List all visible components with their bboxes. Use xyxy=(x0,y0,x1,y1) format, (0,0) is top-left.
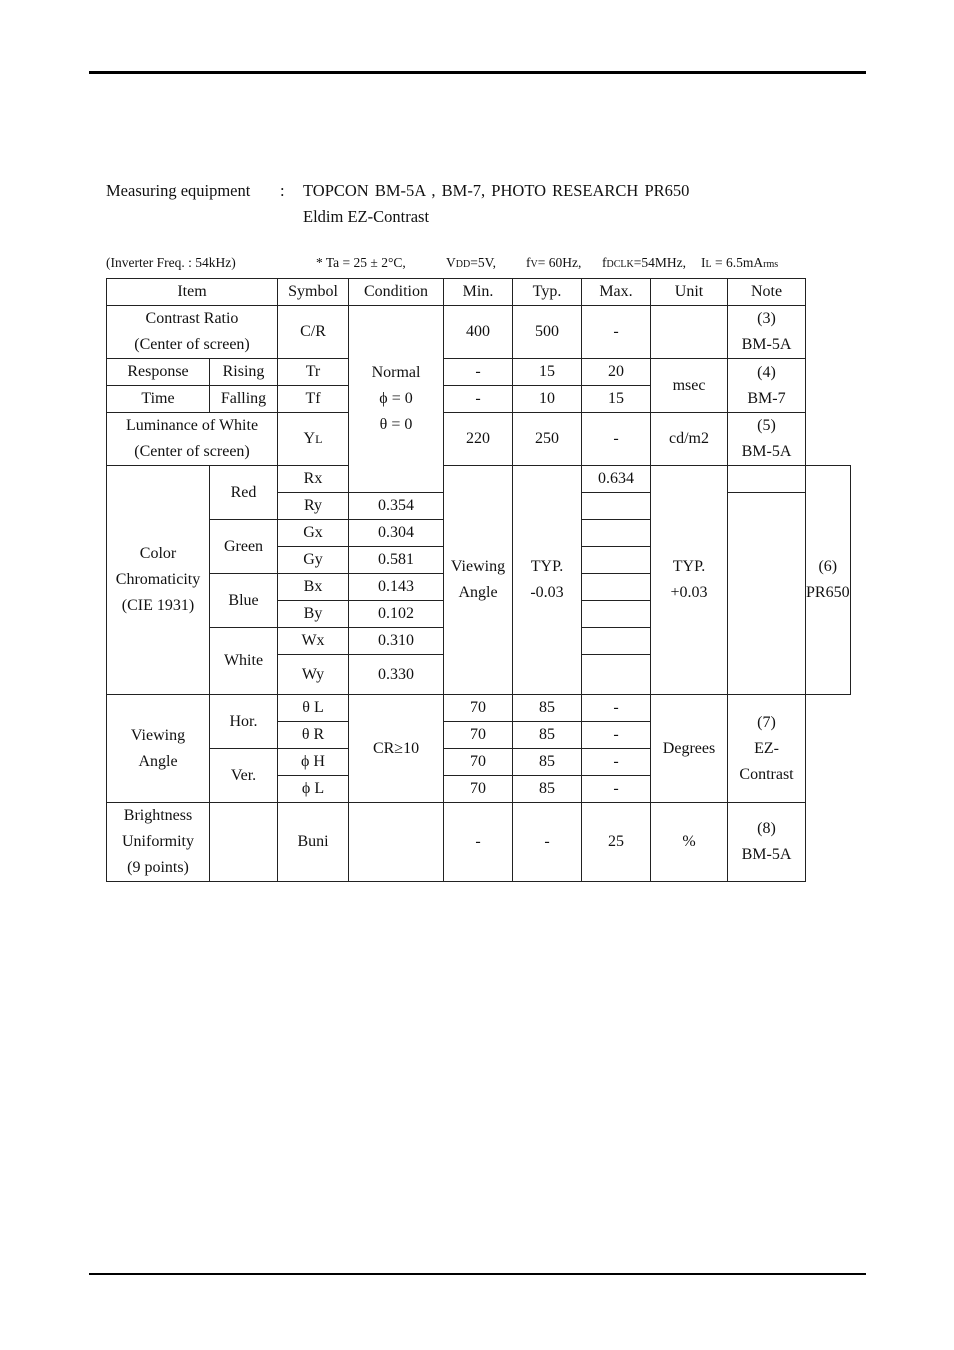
viewing-hor: Hor. xyxy=(210,695,278,749)
brightness-note-line-2: BM-5A xyxy=(741,846,792,863)
chromaticity-unit xyxy=(582,574,651,601)
contrast-min: 400 xyxy=(444,306,513,359)
chromaticity-symbol: Gy xyxy=(278,547,349,574)
chromaticity-symbol: Wx xyxy=(278,628,349,655)
viewing-symbol: θ R xyxy=(278,722,349,749)
table-row xyxy=(107,306,851,359)
chromaticity-typ: 0.330 xyxy=(349,655,444,695)
header-typ: Typ. xyxy=(513,279,582,306)
normal-condition-line-2: ϕ = 0 xyxy=(379,390,413,407)
chromaticity-typ: 0.310 xyxy=(349,628,444,655)
chromaticity-item-line-2: Chromaticity xyxy=(115,571,201,588)
viewing-min: 70 xyxy=(444,749,513,776)
luminance-item-line-2: (Center of screen) xyxy=(134,443,250,460)
viewing-typ: 85 xyxy=(513,749,582,776)
brightness-subitem xyxy=(210,803,278,882)
chromaticity-unit xyxy=(582,547,651,574)
chromaticity-unit xyxy=(582,520,651,547)
viewing-item-line-2: Angle xyxy=(138,752,178,770)
chromaticity-min xyxy=(513,466,582,695)
chromaticity-unit xyxy=(582,493,651,520)
optical-spec-table xyxy=(106,278,851,882)
header-unit: Unit xyxy=(651,279,728,306)
viewing-angle-condition-line-1: Viewing xyxy=(450,558,506,575)
chromaticity-typ: 0.634 xyxy=(582,466,651,493)
contrast-note xyxy=(728,306,806,359)
contrast-typ: 500 xyxy=(513,306,582,359)
viewing-min: 70 xyxy=(444,722,513,749)
il-condition xyxy=(701,255,778,271)
luminance-note-line-1: (5) xyxy=(757,417,776,434)
chromaticity-note-line-2: PR650 xyxy=(806,584,850,601)
header-max: Max. xyxy=(582,279,651,306)
il-value: = 6.5mA xyxy=(711,255,764,270)
il-subscript: L xyxy=(705,259,712,270)
table-header-row xyxy=(107,279,851,306)
response-tr-max: 20 xyxy=(582,359,651,386)
response-item-line-2: Time xyxy=(107,386,210,413)
chromaticity-symbol: Gx xyxy=(278,520,349,547)
chromaticity-red: Red xyxy=(210,466,278,520)
vdd-subscript: DD xyxy=(455,259,471,270)
chromaticity-blue: Blue xyxy=(210,574,278,628)
viewing-condition: CR≥10 xyxy=(349,695,444,803)
viewing-ver: Ver. xyxy=(210,749,278,803)
chromaticity-unit xyxy=(582,655,651,695)
response-tf-min: - xyxy=(444,386,513,413)
viewing-max: - xyxy=(582,695,651,722)
header-note: Note xyxy=(728,279,806,306)
chromaticity-typ: 0.143 xyxy=(349,574,444,601)
luminance-typ: 250 xyxy=(513,413,582,466)
chromaticity-typ: 0.581 xyxy=(349,547,444,574)
viewing-typ: 85 xyxy=(513,722,582,749)
response-tf-max: 15 xyxy=(582,386,651,413)
luminance-max: - xyxy=(582,413,651,466)
chromaticity-typ: 0.102 xyxy=(349,601,444,628)
brightness-item-line-1: Brightness xyxy=(123,807,193,824)
viewing-typ: 85 xyxy=(513,695,582,722)
response-tr-symbol: Tr xyxy=(278,359,349,386)
equipment-line-1: TOPCON BM-5A , BM-7, PHOTO RESEARCH PR650 xyxy=(303,181,690,200)
chromaticity-unit xyxy=(582,601,651,628)
chromaticity-symbol: By xyxy=(278,601,349,628)
viewing-typ: 85 xyxy=(513,776,582,803)
chromaticity-max xyxy=(651,466,728,695)
chromaticity-symbol: Wy xyxy=(278,655,349,695)
response-tr-typ: 15 xyxy=(513,359,582,386)
brightness-unit: % xyxy=(651,803,728,882)
chromaticity-item-line-1: Color xyxy=(139,545,177,562)
viewing-note-line-2: EZ- xyxy=(754,739,779,757)
vdd-symbol: V xyxy=(446,255,456,270)
chromaticity-min-line-2: -0.03 xyxy=(530,584,564,601)
luminance-note xyxy=(728,413,806,466)
viewing-min: 70 xyxy=(444,776,513,803)
chromaticity-green: Green xyxy=(210,520,278,574)
viewing-max: - xyxy=(582,776,651,803)
response-unit: msec xyxy=(651,359,728,413)
equipment-label: Measuring equipment xyxy=(106,181,251,200)
luminance-symbol-sub: L xyxy=(315,432,323,446)
chromaticity-item xyxy=(107,466,210,695)
chromaticity-typ: 0.354 xyxy=(349,493,444,520)
fv-subscript: V xyxy=(530,259,538,270)
chromaticity-note xyxy=(806,466,851,695)
fdclk-value: =54MHz, xyxy=(633,255,686,270)
header-condition: Condition xyxy=(349,279,444,306)
normal-condition-line-1: Normal xyxy=(371,364,421,381)
viewing-item xyxy=(107,695,210,803)
footer-rule xyxy=(89,1273,866,1275)
response-tf-typ: 10 xyxy=(513,386,582,413)
viewing-max: - xyxy=(582,722,651,749)
table-row xyxy=(107,466,851,493)
brightness-symbol: Buni xyxy=(278,803,349,882)
chromaticity-note-line-1: (6) xyxy=(818,558,838,575)
ambient-temperature: * Ta = 25 ± 2°C, xyxy=(316,255,406,270)
viewing-note-line-1: (7) xyxy=(757,713,776,731)
brightness-condition xyxy=(349,803,444,882)
brightness-typ: - xyxy=(513,803,582,882)
luminance-symbol xyxy=(278,413,349,466)
response-rising: Rising xyxy=(210,359,278,386)
brightness-min: - xyxy=(444,803,513,882)
chromaticity-unit xyxy=(728,466,806,493)
contrast-unit xyxy=(651,306,728,359)
luminance-symbol-main: Y xyxy=(303,430,316,447)
viewing-note xyxy=(728,695,806,803)
chromaticity-symbol: Bx xyxy=(278,574,349,601)
fdclk-symbol: f xyxy=(602,255,607,270)
chromaticity-typ: 0.304 xyxy=(349,520,444,547)
table-row xyxy=(107,803,851,882)
brightness-note-line-1: (8) xyxy=(757,820,776,837)
contrast-max: - xyxy=(582,306,651,359)
luminance-item xyxy=(107,413,278,466)
table-row xyxy=(107,359,851,386)
viewing-item-line-1: Viewing xyxy=(130,726,186,744)
luminance-min: 220 xyxy=(444,413,513,466)
luminance-note-line-2: BM-5A xyxy=(741,443,792,460)
chromaticity-item-line-3: (CIE 1931) xyxy=(121,597,195,614)
normal-condition-line-3: θ = 0 xyxy=(379,416,413,433)
brightness-item xyxy=(107,803,210,882)
viewing-angle-condition-line-2: Angle xyxy=(458,584,498,601)
response-tf-symbol: Tf xyxy=(278,386,349,413)
chromaticity-max-line-2: +0.03 xyxy=(670,584,708,601)
chromaticity-symbol: Rx xyxy=(278,466,349,493)
normal-condition xyxy=(349,306,444,493)
vdd-condition xyxy=(446,255,496,271)
table-row xyxy=(107,695,851,722)
chromaticity-min-line-1: TYP. xyxy=(530,558,564,575)
response-item-line-1: Response xyxy=(107,359,210,386)
response-tr-min: - xyxy=(444,359,513,386)
header-item: Item xyxy=(107,279,278,306)
luminance-unit: cd/m2 xyxy=(651,413,728,466)
contrast-item-line-1: Contrast Ratio xyxy=(145,310,239,327)
vdd-value: =5V, xyxy=(470,255,496,270)
contrast-item xyxy=(107,306,278,359)
viewing-symbol: θ L xyxy=(278,695,349,722)
brightness-note xyxy=(728,803,806,882)
chromaticity-max-line-1: TYP. xyxy=(672,558,706,575)
fv-value: = 60Hz, xyxy=(537,255,582,270)
brightness-max: 25 xyxy=(582,803,651,882)
response-note-line-1: (4) xyxy=(757,363,776,381)
response-falling: Falling xyxy=(210,386,278,413)
luminance-item-line-1: Luminance of White xyxy=(125,417,259,434)
chromaticity-symbol: Ry xyxy=(278,493,349,520)
il-symbol: I xyxy=(701,255,706,270)
response-note xyxy=(728,359,806,413)
fdclk-condition xyxy=(602,255,686,271)
brightness-item-line-2: Uniformity xyxy=(122,833,194,850)
contrast-symbol: C/R xyxy=(278,306,349,359)
viewing-min: 70 xyxy=(444,695,513,722)
chromaticity-unit xyxy=(582,628,651,655)
fv-condition xyxy=(526,255,581,271)
header-symbol: Symbol xyxy=(278,279,349,306)
viewing-symbol: ϕ L xyxy=(278,776,349,803)
il-unit-subscript: rms xyxy=(763,259,779,270)
chromaticity-white: White xyxy=(210,628,278,695)
response-note-line-2: BM-7 xyxy=(747,389,786,407)
fdclk-subscript: DCLK xyxy=(606,259,634,270)
equipment-line-2: Eldim EZ-Contrast xyxy=(303,207,430,226)
table-row xyxy=(107,413,851,466)
viewing-unit: Degrees xyxy=(651,695,728,803)
header-min: Min. xyxy=(444,279,513,306)
contrast-item-line-2: (Center of screen) xyxy=(134,336,250,353)
viewing-symbol: ϕ H xyxy=(278,749,349,776)
header-rule xyxy=(89,71,866,74)
inverter-frequency: (Inverter Freq. : 54kHz) xyxy=(106,255,236,270)
brightness-item-line-3: (9 points) xyxy=(127,859,189,876)
viewing-angle-condition xyxy=(444,466,513,695)
viewing-max: - xyxy=(582,749,651,776)
contrast-note-line-2: BM-5A xyxy=(741,336,792,353)
viewing-note-line-3: Contrast xyxy=(739,765,794,783)
contrast-note-line-1: (3) xyxy=(757,310,776,327)
fv-symbol: f xyxy=(526,255,531,270)
equipment-colon: : xyxy=(280,181,285,200)
